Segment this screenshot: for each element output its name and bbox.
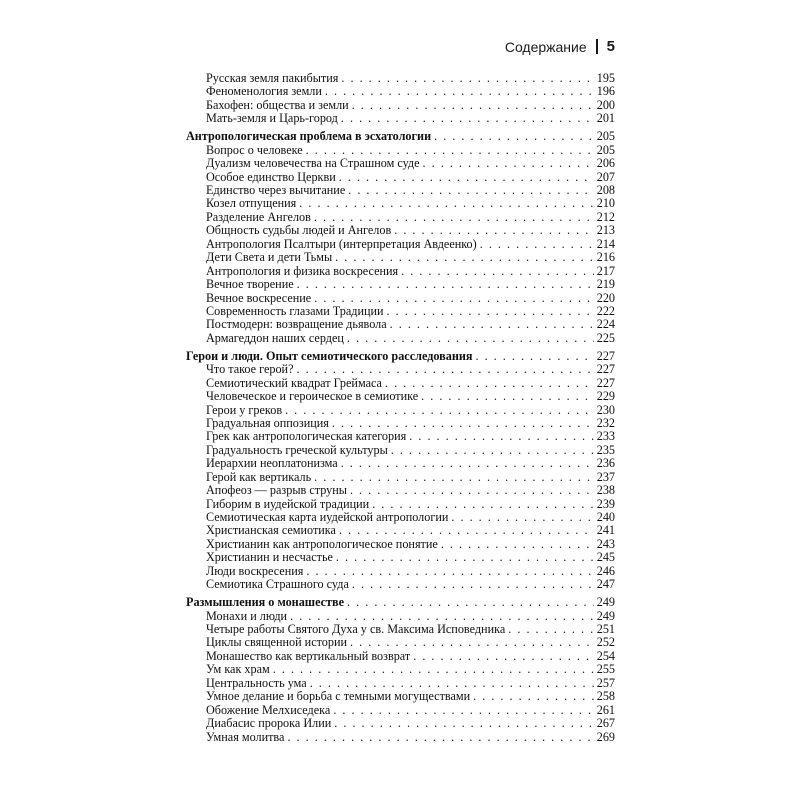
toc-entry-title: Человеческое и героическое в семиотике <box>206 389 419 404</box>
toc-entry-page: 220 <box>596 290 615 305</box>
dot-leader <box>306 565 593 578</box>
dot-leader <box>341 457 594 470</box>
toc-entry <box>186 650 615 663</box>
dot-leader <box>401 265 594 278</box>
toc-entry-title: Христианин как антропологическое понятие <box>206 536 438 551</box>
toc-entry <box>186 524 615 537</box>
toc-entry <box>186 72 615 85</box>
toc-entry <box>186 171 615 184</box>
toc-entry-title: Козел отпущения <box>206 196 297 211</box>
toc-entry <box>186 511 615 524</box>
toc-entry-page: 205 <box>596 129 615 144</box>
toc-entry-page: 258 <box>596 689 615 704</box>
toc-entry-title: Умное делание и борьба с темными могуществами <box>206 689 471 704</box>
toc-entry-page: 240 <box>596 510 615 524</box>
dot-leader <box>299 197 593 210</box>
dot-leader <box>421 390 594 403</box>
toc-section-entry <box>186 130 615 143</box>
toc-entry <box>186 390 615 403</box>
toc-entry <box>186 99 615 112</box>
toc-entry <box>186 484 615 497</box>
dot-leader <box>394 224 593 237</box>
dot-leader <box>290 610 594 623</box>
dot-leader <box>409 430 593 443</box>
dot-leader <box>508 623 593 636</box>
toc-entry-title: Русская земля пакибытия <box>206 71 339 85</box>
toc-entry-title: Монашество как вертикальный возврат <box>206 648 411 663</box>
toc-entry-page: 224 <box>596 317 615 332</box>
toc-section-entry <box>186 596 615 609</box>
toc-entry <box>186 636 615 649</box>
toc-entry <box>186 731 615 744</box>
dot-leader <box>347 332 594 345</box>
dot-leader <box>473 690 594 703</box>
toc-entry-title: Армагеддон наших сердец <box>206 330 344 345</box>
dot-leader <box>341 72 593 85</box>
toc-entry-title: Градуальная оппозиция <box>206 415 329 430</box>
dot-leader <box>350 484 594 497</box>
toc-entry <box>186 251 615 264</box>
toc-entry-title: Грек как антропологическая категория <box>206 429 407 444</box>
toc-entry-title: Ум как храм <box>206 662 270 677</box>
toc-entry-page: 252 <box>596 635 615 650</box>
toc-entry-page: 196 <box>596 84 615 99</box>
toc-entry <box>186 690 615 703</box>
toc-entry-page: 232 <box>596 415 615 430</box>
toc-entry-page: 229 <box>596 389 615 404</box>
dot-leader <box>310 677 594 690</box>
toc-entry <box>186 444 615 457</box>
toc-entry-page: 236 <box>596 456 615 471</box>
toc-entry-page: 200 <box>596 97 615 112</box>
toc-entry <box>186 677 615 690</box>
toc-entry <box>186 197 615 210</box>
toc-entry-page: 230 <box>596 402 615 417</box>
toc-entry-title: Вопрос о человеке <box>206 142 303 157</box>
toc-entry-title: Четыре работы Святого Духа у св. Максима Исповедника <box>206 622 506 636</box>
toc-entry-page: 227 <box>596 362 615 377</box>
toc-entry <box>186 211 615 224</box>
toc-entry-page: 210 <box>596 196 615 211</box>
dot-leader <box>372 498 594 511</box>
dot-leader <box>352 578 594 591</box>
toc-entry-title: Обожение Мелхиседека <box>206 702 331 717</box>
dot-leader <box>306 144 594 157</box>
toc-entry-page: 255 <box>596 662 615 677</box>
toc-entry-page: 213 <box>596 223 615 238</box>
dot-leader <box>341 112 594 125</box>
dot-leader <box>336 551 594 564</box>
page-number: 5 <box>606 38 615 55</box>
toc-entry-page: 241 <box>596 523 615 538</box>
toc-entry-page: 225 <box>596 330 615 345</box>
toc-entry-page: 238 <box>596 483 615 498</box>
dot-leader <box>314 211 594 224</box>
toc-entry-title: Люди воскресения <box>206 563 304 578</box>
toc-entry-page: 208 <box>596 183 615 197</box>
toc-entry-title: Дети Света и дети Тьмы <box>206 250 333 265</box>
toc-entry-title: Разделение Ангелов <box>206 209 311 224</box>
toc-entry-page: 261 <box>596 702 615 717</box>
toc-entry <box>186 377 615 390</box>
toc-entry-page: 251 <box>596 622 615 636</box>
toc-entry-title: Что такое герой? <box>206 362 294 377</box>
toc-entry-page: 239 <box>596 496 615 511</box>
toc-entry-page: 235 <box>596 442 615 457</box>
toc-entry <box>186 363 615 376</box>
dot-leader <box>333 704 593 717</box>
dot-leader <box>335 251 594 264</box>
toc-entry <box>186 471 615 484</box>
toc-entry-title: Антропологическая проблема в эсхатологии <box>186 129 432 144</box>
toc-entry-title: Христианская семиотика <box>206 523 336 538</box>
toc-entry-title: Семиотика Страшного суда <box>206 577 349 592</box>
toc-entry <box>186 551 615 564</box>
toc-entry <box>186 112 615 125</box>
toc-entry-title: Гиборим в иудейской традиции <box>206 496 370 511</box>
dot-leader <box>325 85 594 98</box>
toc-entry-title: Размышления о монашестве <box>186 595 345 610</box>
dot-leader <box>334 717 593 730</box>
toc-entry-page: 257 <box>596 675 615 690</box>
toc-entry-title: Постмодерн: возвращение дьявола <box>206 317 387 332</box>
toc-entry-title: Особое единство Церкви <box>206 169 336 184</box>
toc-entry <box>186 538 615 551</box>
toc-entry <box>186 278 615 291</box>
dot-leader <box>287 731 593 744</box>
dot-leader <box>348 184 593 197</box>
dot-leader <box>413 650 594 663</box>
toc-entry-title: Христианин и несчастье <box>206 550 333 565</box>
toc-entry <box>186 157 615 170</box>
toc-entry-page: 219 <box>596 277 615 292</box>
toc-entry-title: Феноменология земли <box>206 84 322 99</box>
dot-leader <box>434 130 594 143</box>
toc-entry <box>186 417 615 430</box>
dot-leader <box>385 377 594 390</box>
toc-entry-page: 214 <box>596 236 615 251</box>
toc-entry <box>186 430 615 443</box>
dot-leader <box>314 292 594 305</box>
toc-entry-title: Общность судьбы людей и Ангелов <box>206 223 392 238</box>
toc-entry-title: Циклы священной истории <box>206 635 348 650</box>
toc-entry-title: Умная молитва <box>206 729 285 744</box>
toc-entry-page: 267 <box>596 716 615 731</box>
toc-entry <box>186 265 615 278</box>
header-title: Содержание <box>504 38 587 55</box>
toc-entry-page: 217 <box>596 263 615 278</box>
toc-entry-title: Герой как вертикаль <box>206 469 312 484</box>
toc-entry-page: 269 <box>596 729 615 744</box>
toc-entry-page: 206 <box>596 156 615 171</box>
dot-leader <box>352 99 594 112</box>
dot-leader <box>423 157 594 170</box>
toc-entry-title: Антропология Псалтыри (интерпретация Авдеенко) <box>206 236 477 251</box>
toc-entry <box>186 85 615 98</box>
toc-entry <box>186 184 615 197</box>
toc-entry-page: 227 <box>596 375 615 390</box>
dot-leader <box>297 278 594 291</box>
dot-leader <box>350 636 594 649</box>
running-header <box>505 38 615 55</box>
header-divider <box>596 39 598 54</box>
toc-entry-page: 249 <box>596 608 615 623</box>
toc-entry-title: Антропология и физика воскресения <box>206 263 399 278</box>
toc-entry-title: Бахофен: общества и земли <box>206 97 349 112</box>
toc-entry-title: Герои у греков <box>206 402 283 417</box>
toc-entry-page: 233 <box>596 429 615 444</box>
toc-entry <box>186 224 615 237</box>
toc-entry-title: Вечное воскресение <box>206 290 312 305</box>
toc-entry-title: Мать-земля и Царь-город <box>206 111 338 126</box>
dot-leader <box>339 524 594 537</box>
toc-section-entry <box>186 350 615 363</box>
toc-entry-title: Апофеоз — разрыв струны <box>206 483 347 498</box>
dot-leader <box>480 238 594 251</box>
toc-entry <box>186 404 615 417</box>
toc-entry-page: 237 <box>596 469 615 484</box>
toc-entry-page: 249 <box>596 595 615 610</box>
toc-entry-title: Современность глазами Традиции <box>206 303 384 318</box>
toc-entry-title: Центральность ума <box>206 675 307 690</box>
toc-entry <box>186 457 615 470</box>
dot-leader <box>441 538 594 551</box>
dot-leader <box>314 471 594 484</box>
toc-entry-title: Диабасис пророка Илии <box>206 716 332 731</box>
toc-entry-title: Градуальность греческой культуры <box>206 442 388 457</box>
toc-entry <box>186 717 615 730</box>
toc-entry-page: 201 <box>596 111 615 126</box>
toc-entry <box>186 305 615 318</box>
dot-leader <box>347 596 594 609</box>
toc-entry-title: Монахи и люди <box>206 608 288 623</box>
toc-entry-page: 254 <box>596 648 615 663</box>
toc-entry <box>186 565 615 578</box>
dot-leader <box>475 350 593 363</box>
toc-entry-page: 216 <box>596 250 615 265</box>
toc-entry-page: 247 <box>596 577 615 592</box>
toc-entry-page: 227 <box>596 348 615 363</box>
toc-entry-page: 195 <box>596 71 615 85</box>
toc-entry-page: 212 <box>596 209 615 224</box>
toc-entry-page: 207 <box>596 169 615 184</box>
toc-entry-title: Вечное творение <box>206 277 294 292</box>
toc-entry <box>186 610 615 623</box>
dot-leader <box>339 171 594 184</box>
table-of-contents <box>186 72 615 744</box>
toc-entry-title: Дуализм человечества на Страшном суде <box>206 156 420 171</box>
dot-leader <box>390 318 594 331</box>
dot-leader <box>387 305 594 318</box>
toc-entry <box>186 318 615 331</box>
toc-entry <box>186 704 615 717</box>
toc-entry-page: 245 <box>596 550 615 565</box>
toc-entry <box>186 144 615 157</box>
toc-entry <box>186 578 615 591</box>
toc-entry-page: 205 <box>596 142 615 157</box>
toc-entry-title: Семиотический квадрат Греймаса <box>206 375 382 390</box>
dot-leader <box>332 417 594 430</box>
toc-entry <box>186 292 615 305</box>
dot-leader <box>391 444 594 457</box>
dot-leader <box>285 404 594 417</box>
toc-entry-title: Единство через вычитание <box>206 183 346 197</box>
toc-entry-title: Герои и люди. Опыт семиотического расследования <box>186 348 473 363</box>
toc-entry-title: Семиотическая карта иудейской антропологии <box>206 510 449 524</box>
toc-entry <box>186 623 615 636</box>
dot-leader <box>273 663 594 676</box>
toc-entry-page: 246 <box>596 563 615 578</box>
toc-entry-page: 222 <box>596 303 615 318</box>
toc-entry <box>186 663 615 676</box>
toc-entry-page: 243 <box>596 536 615 551</box>
toc-entry-title: Иерархии неоплатонизма <box>206 456 338 471</box>
dot-leader <box>451 511 593 524</box>
toc-entry <box>186 238 615 251</box>
toc-entry <box>186 498 615 511</box>
dot-leader <box>296 363 593 376</box>
toc-entry <box>186 332 615 345</box>
